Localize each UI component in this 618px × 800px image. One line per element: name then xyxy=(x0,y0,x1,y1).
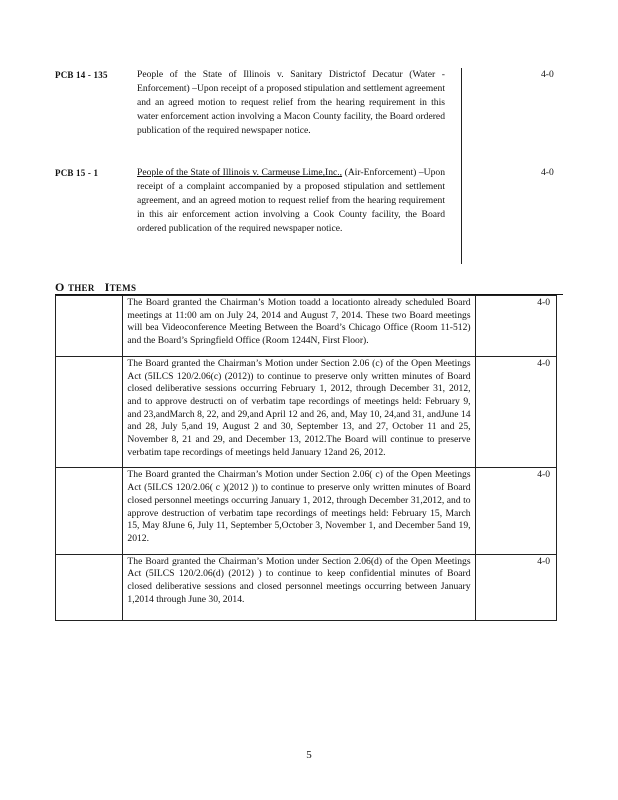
item-text: The Board granted the Chairman’s Motion under Section 2.06( c) of the Open Meetings Act (5ILCS 120/2.06( c )(2012 )) to continue to preserve only written minutes of Board closed personnel meetings occurring January 1, 2012, through December 31,2012, and to approve destruction of verbatim tape recordings of meetings held: February 15, March 15, May 8June 6, July 11, September 5,October 3, November 1, and December 5and 19, 2012. xyxy=(123,468,475,554)
column-divider xyxy=(461,68,462,264)
section-heading-other-items: O THER ITEMS xyxy=(55,280,137,294)
table-row xyxy=(56,468,557,554)
item-vote: 4-0 xyxy=(475,468,556,554)
case-summary xyxy=(137,68,445,138)
table-row xyxy=(56,356,557,468)
empty-cell xyxy=(56,296,123,357)
table-row xyxy=(56,554,557,621)
case-description: (Air-Enforcement) –Upon receipt of a complaint accompanied by a proposed stipulation and settlement agreement, and an agreed motion to request relief from the hearing requirement in this air enforcement action involving a Cook County facility, the Board ordered publication of the required newspaper notice. xyxy=(137,167,445,234)
table-row xyxy=(56,296,557,357)
case-parties: People of the State of Illinois v. Sanitary Districtof Decatur xyxy=(137,69,403,80)
item-vote: 4-0 xyxy=(475,554,556,621)
case-description: (Water -Enforcement) –Upon receipt of a proposed stipulation and settlement agreement and an agreed motion to request relief from the hearing requirement in this water enforcement action involving a Macon County facility, the Board ordered publication of the required newspaper notice. xyxy=(137,69,445,136)
page-number: 5 xyxy=(306,749,312,761)
pcb-case-entry xyxy=(55,166,565,250)
case-docket-number: PCB 14 - 135 xyxy=(55,70,108,80)
case-docket-number: PCB 15 - 1 xyxy=(55,168,99,178)
item-text: The Board granted the Chairman’s Motion under Section 2.06(d) of the Open Meetings Act (5ILCS 120/2.06(d) (2012) ) to continue to keep confidential minutes of Board closed deliberative sessions and closed personnel meetings occurring between January 1,2014 through June 30, 2014. xyxy=(123,554,475,621)
empty-cell xyxy=(56,554,123,621)
empty-cell xyxy=(56,468,123,554)
item-vote: 4-0 xyxy=(475,356,556,468)
other-items-table xyxy=(55,295,557,621)
case-vote: 4-0 xyxy=(541,167,554,178)
pcb-case-entry xyxy=(55,68,565,152)
case-vote: 4-0 xyxy=(541,69,554,80)
item-vote: 4-0 xyxy=(475,296,556,357)
item-text: The Board granted the Chairman’s Motion under Section 2.06 (c) of the Open Meetings Act (5ILCS 120/2.06(c) (2012)) to continue to preserve only written minutes of Board closed deliberative sessions occurring February 1, 2012, through December 31, 2012, and to approve destructi on of verbatim tape recordings of meetings held: February 9, and 23,andMarch 8, 22, and 29,and April 12 and 26, and, May 10, 24,and 31, andJune 14 and 28, July 5,and 19, August 2 and 30, September 13, and 27, October 11 and 25, November 8, 21 and 29, and December 13, 2012.The Board will continue to preserve verbatim tape recordings of meetings held January 12and 26, 2012. xyxy=(123,356,475,468)
item-text: The Board granted the Chairman’s Motion toadd a locationto already scheduled Board meetings at 11:00 am on July 24, 2014 and August 7, 2014. These two Board meetings will bea Videoconference Meeting Between the Board’s Chicago Office (Room 11-512) and the Board’s Springfield Office (Room 1244N, First Floor). xyxy=(123,296,475,357)
case-parties: People of the State of Illinois v. Carmeuse Lime,Inc., xyxy=(137,167,343,178)
empty-cell xyxy=(56,356,123,468)
case-summary xyxy=(137,166,445,236)
